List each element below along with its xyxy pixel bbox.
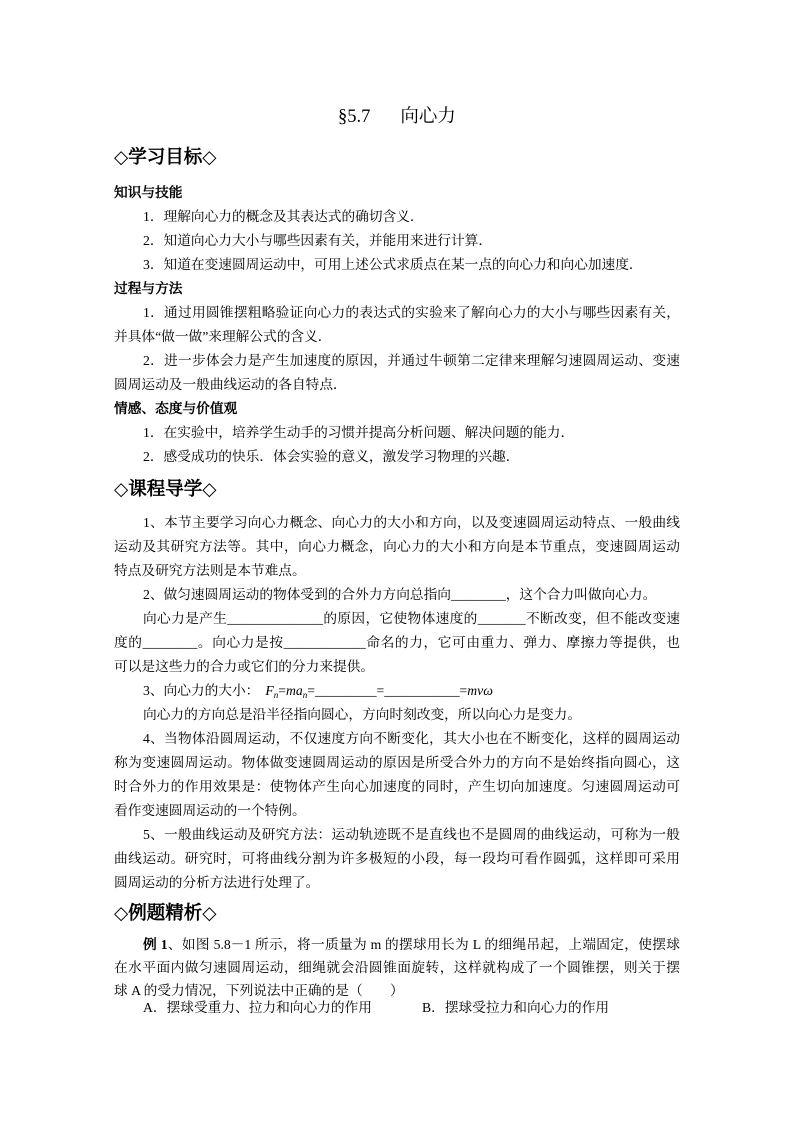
formula-subscript-n: n [302, 690, 308, 700]
force-magnitude-label: 3、向心力的大小： [143, 683, 260, 698]
formula-blank-2: ___________ [384, 683, 460, 698]
formula-equals: = [307, 683, 315, 698]
example-1-line-1 [114, 933, 680, 956]
example-1-label: 例 1 [143, 937, 168, 952]
example-1-option-b: B．摆球受拉力和向心力的作用 [422, 1000, 610, 1015]
formula-equals: = [278, 683, 286, 698]
guide-para-5-line-3: 圆周运动的分析方法进行处理了。 [114, 875, 320, 890]
formula-subscript-n: n [273, 690, 279, 700]
guide-para-2b-line-2: 度的________。向心力是按____________命名的力，它可由重力、弹力、摩擦力等提供，也 [114, 635, 680, 650]
guide-para-5-line-1: 5、一般曲线运动及研究方法：运动轨迹既不是直线也不是圆周的曲线运动，可称为一般 [143, 827, 680, 842]
attitude-item-1: 1．在实验中，培养学生动手的习惯并提高分析问题、解决问题的能力． [143, 425, 575, 440]
example-1-line-2: 在水平面内做匀速圆周运动，细绳就会沿圆锥面旋转，这样就构成了一个圆锥摆，则关于摆 [114, 960, 680, 975]
knowledge-item-1: 1．理解向心力的概念及其表达式的确切含义． [143, 209, 424, 224]
formula-blank-1: _________ [314, 683, 377, 698]
guide-para-1-line-3: 特点及研究方法则是本节难点。 [114, 563, 306, 578]
formula-symbol-ma: ma [285, 683, 303, 698]
guide-para-4-line-2: 称为变速圆周运动。物体做变速圆周运动的原因是所受合外力的方向不是始终指向圆心，这 [114, 755, 680, 770]
guide-para-1-line-2: 运动及其研究方法等。其中，向心力概念，向心力的大小和方向是本节重点，变速圆周运动 [114, 539, 680, 554]
guide-para-3b-line-1: 向心力的方向总是沿半径指向圆心，方向时刻改变，所以向心力是变力。 [143, 707, 582, 722]
section-number: §5.7 [338, 107, 371, 127]
process-heading: 过程与方法 [114, 281, 183, 296]
guide-para-5-line-2: 曲线运动。研究时，可将曲线分割为许多极短的小段，每一段均可看作圆弧，这样即可采用 [114, 851, 680, 866]
formula-equals: = [376, 683, 385, 698]
attitude-heading: 情感、态度与价值观 [114, 401, 238, 416]
guide-para-1-line-1: 1、本节主要学习向心力概念、向心力的大小和方向，以及变速圆周运动特点、一般曲线 [143, 515, 680, 530]
guide-para-2b-line-1: 向心力是产生______________的原因，它使物体速度的_______不断改变，但不能改变速 [143, 611, 680, 626]
objectives-body [114, 181, 680, 469]
examples-heading: ◇例题精析◇ [114, 904, 217, 924]
example-1-line-3: 球 A 的受力情况，下列说法中正确的是（ ） [114, 983, 404, 998]
guide-para-2b-line-3: 可以是这些力的合力或它们的分力来提供。 [114, 659, 375, 674]
process-item-1-line-1: 1．通过用圆锥摆粗略验证向心力的表达式的实验来了解向心力的大小与哪些因素有关， [143, 305, 680, 320]
process-item-1-line-2: 并具体“做一做”来理解公式的含义． [114, 329, 332, 344]
formula-symbol-mvw: mvω [467, 683, 493, 698]
objectives-heading: ◇学习目标◇ [114, 148, 217, 168]
example-1-option-a: A．摆球受重力、拉力和向心力的作用 [143, 1000, 372, 1015]
formula-equals: = [459, 683, 468, 698]
centripetal-force-formula [265, 683, 493, 698]
process-item-2-line-1: 2．进一步体会力是产生加速度的原因，并通过牛顿第二定律来理解匀速圆周运动、变速 [143, 353, 680, 368]
guide-para-4-line-4: 看作变速圆周运动的一个特例。 [114, 803, 306, 818]
example-1-text: 、如图 5.8－1 所示，将一质量为 m 的摆球用长为 L 的细绳吊起，上端固定，使摆球 [167, 937, 680, 952]
knowledge-item-3: 3．知道在变速圆周运动中，可用上述公式求质点在某一点的向心力和向心加速度． [143, 257, 643, 272]
guide-heading: ◇课程导学◇ [114, 480, 217, 500]
guide-para-2-line-1: 2、做匀速圆周运动的物体受到的合外力方向总指向________，这个合力叫做向心力。 [143, 587, 657, 602]
guide-para-3-line-1 [114, 679, 680, 703]
formula-symbol-F: F [265, 683, 274, 698]
guide-body [114, 511, 680, 895]
attitude-item-2: 2．感受成功的快乐．体会实验的意义，激发学习物理的兴趣． [143, 449, 520, 464]
examples-body [114, 933, 680, 1018]
knowledge-item-2: 2．知道向心力大小与哪些因素有关，并能用来进行计算． [143, 233, 493, 248]
knowledge-heading: 知识与技能 [114, 185, 183, 200]
guide-para-4-line-1: 4、当物体沿圆周运动，不仅速度方向不断变化，其大小也在不断变化，这样的圆周运动 [143, 731, 680, 746]
example-1-options [114, 998, 680, 1018]
page-title [0, 104, 794, 130]
process-item-2-line-2: 圆周运动及一般曲线运动的各自特点． [114, 377, 347, 392]
guide-para-4-line-3: 时合外力的作用效果是：使物体产生向心加速度的同时，产生切向加速度。匀速圆周运动可 [114, 779, 680, 794]
section-name: 向心力 [400, 107, 456, 127]
